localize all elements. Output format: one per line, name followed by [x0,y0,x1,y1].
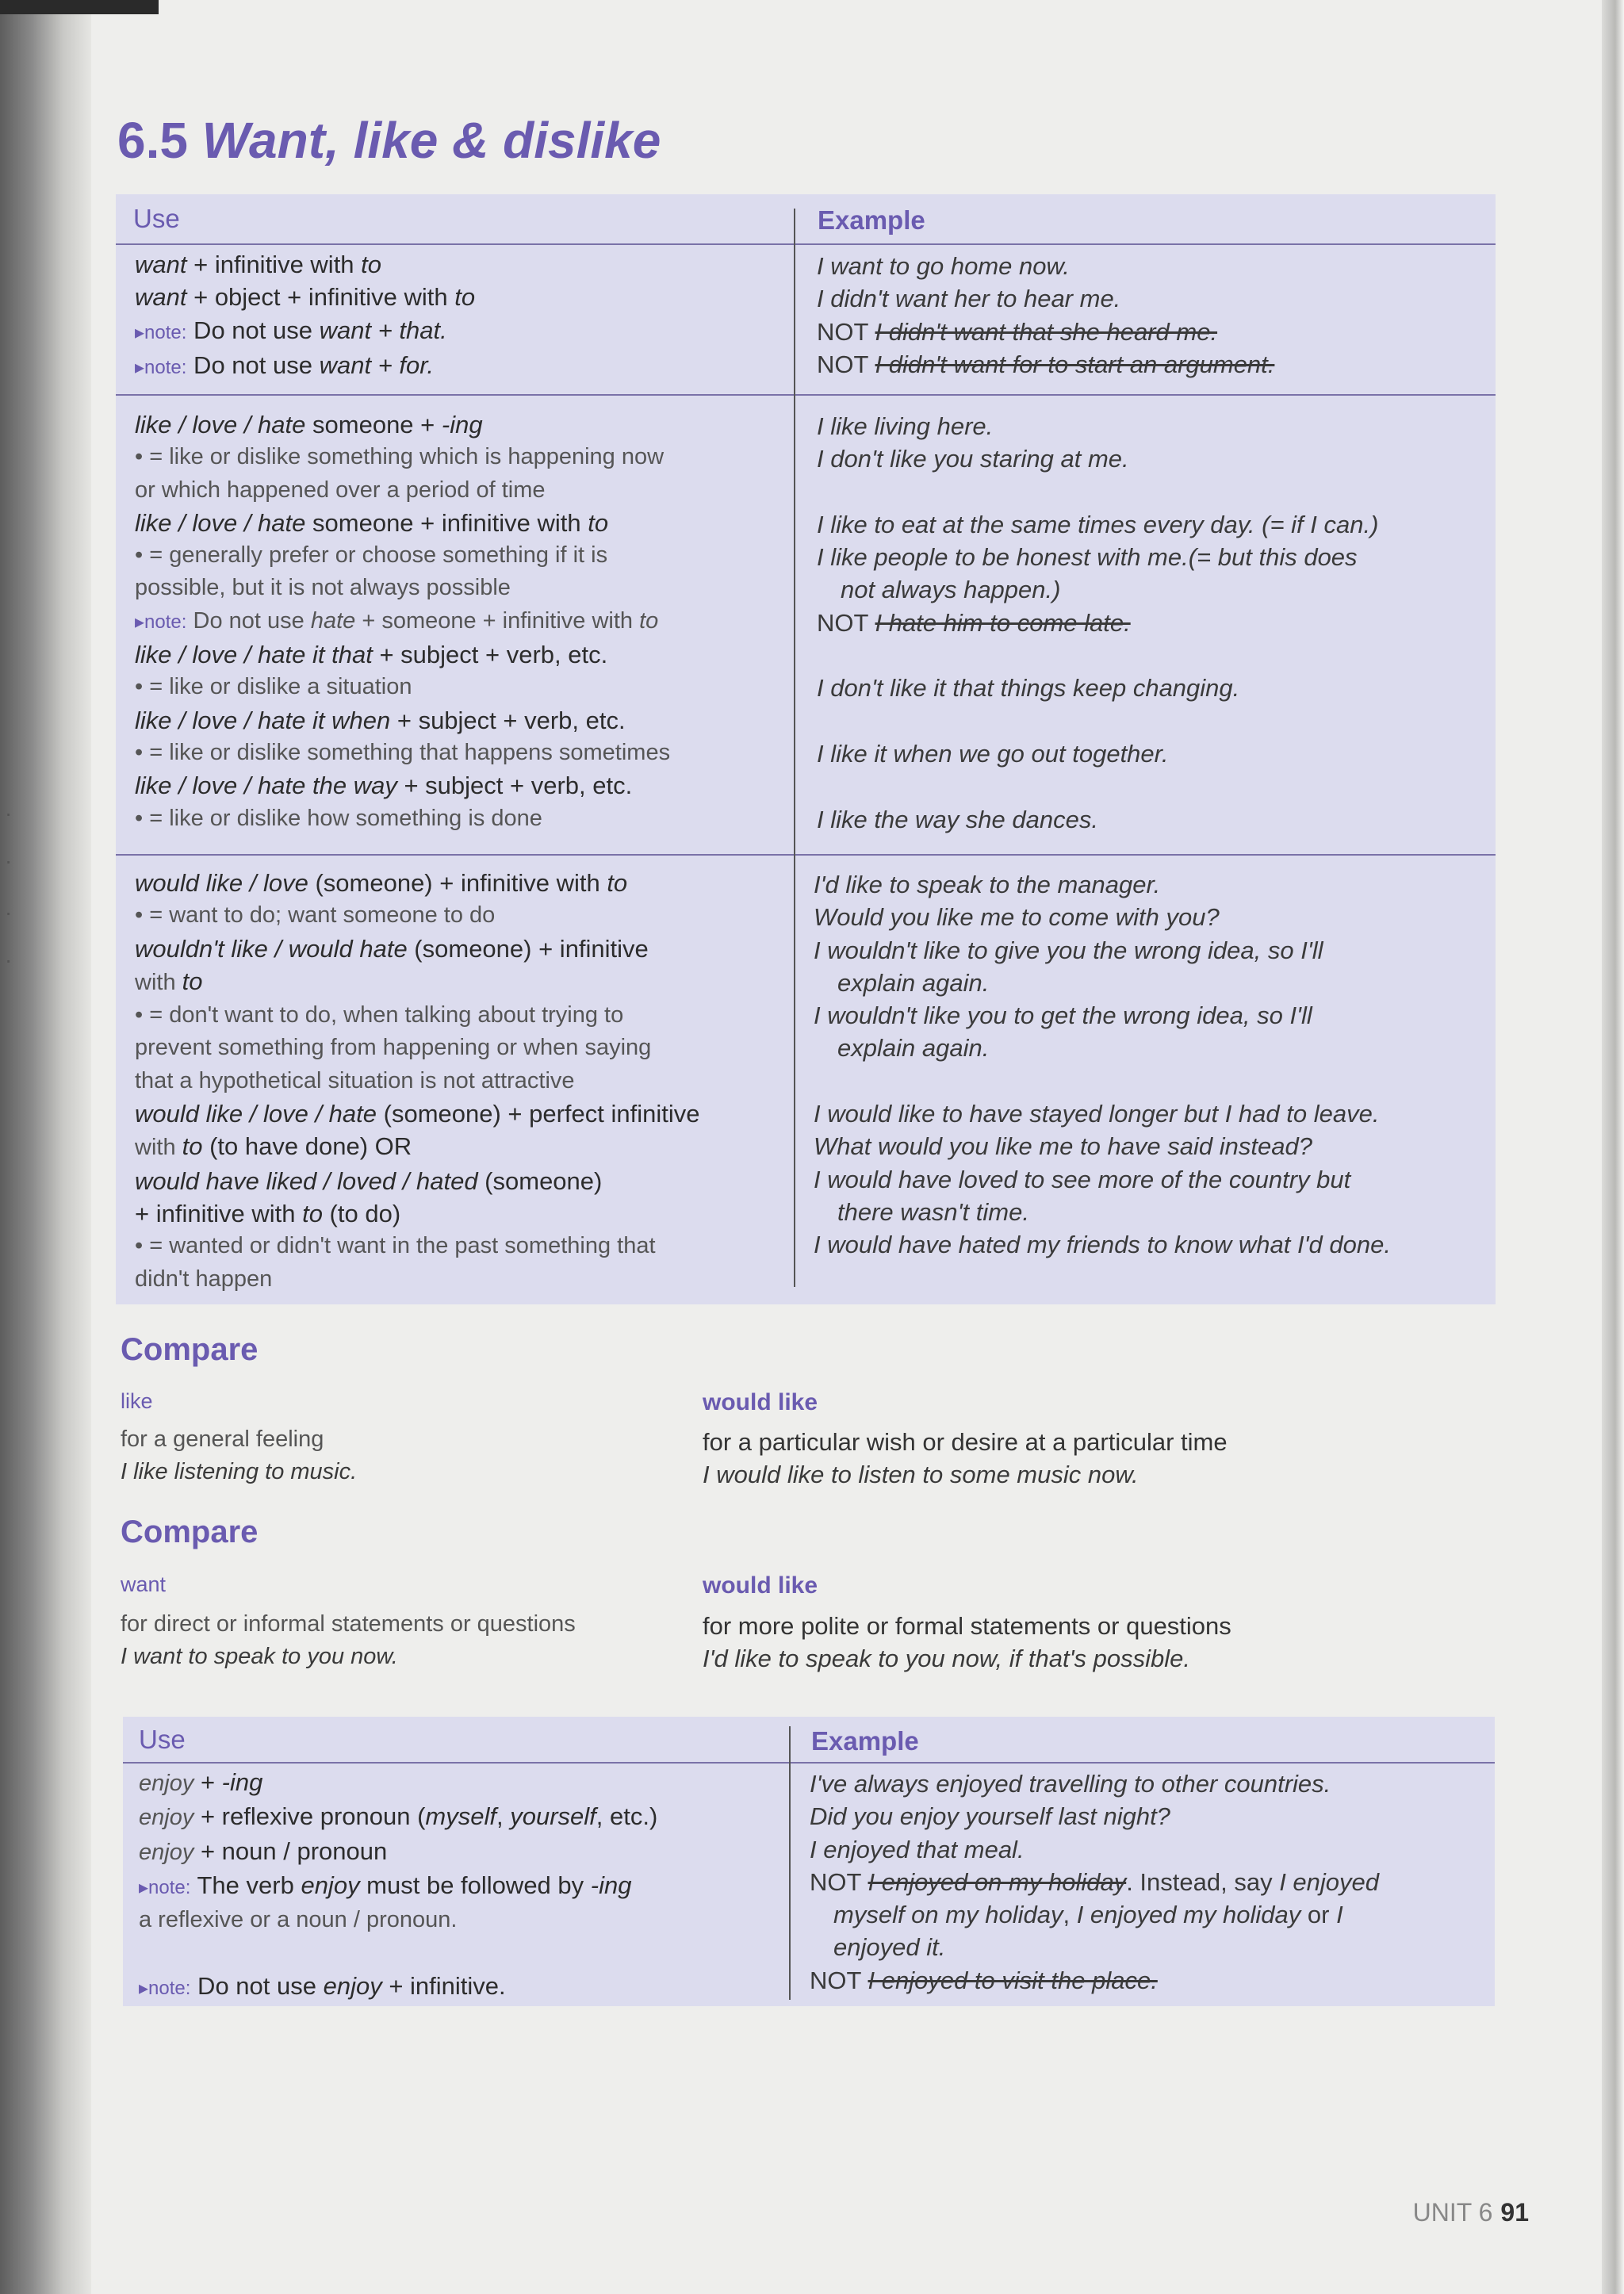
row-rule [116,854,1496,856]
compare-left-text: for direct or informal statements or questions I want to speak to you now. [121,1611,576,1669]
compare-right-text: for more polite or formal statements or questions I'd like to speak to you now, if that's possible. [703,1612,1231,1672]
margin-mark: · [5,801,13,825]
compare-heading-2: Compare [121,1515,259,1549]
example-cell-like-love-hate: I like living here. I don't like you staring at me. I like to eat at the same times every day. (= if I can.) I like people to be honest with me.(= but this does not always happen.) NOT I hate him to come late. I don't like it that things keep changing. I like it when we go out together. I like the way she dances. [817,412,1379,833]
margin-mark: · [5,848,13,873]
compare-left-label: like [121,1389,153,1413]
compare-right-text: for a particular wish or desire at a particular time I would like to listen to some music now. [703,1428,1228,1488]
use-cell-want: want + infinitive with to want + object + infinitive with to ▸note: Do not use want + that. ▸note: Do not use want + for. [135,251,476,379]
header-rule [116,243,1496,245]
unit-label: UNIT 6 [1412,2198,1493,2227]
book-spine-edge [0,0,159,14]
example-cell-would-like: I'd like to speak to the manager. Would you like me to come with you? I wouldn't like to give you the wrong idea, so I'll explain again. I wouldn't like you to get the wrong idea, so I'll explain again. I would like to have stayed longer but I had to leave. What would you like me to have said instead? I would have loved to see more of the country but there wasn't time. I would have hated my friends to know what I'd done. [814,871,1391,1259]
page-title [117,111,661,170]
page-edge [1602,0,1624,2294]
compare-heading-1: Compare [121,1332,259,1367]
column-header-example: Example [818,205,925,235]
column-header-use: Use [133,204,180,233]
example-cell-want: I want to go home now. I didn't want her to hear me. NOT I didn't want that she heard me. NOT I didn't want for to start an argument. [817,252,1275,378]
grammar-table-2 [123,1717,1495,2006]
compare-left-label: want [121,1572,167,1596]
header-rule [123,1762,1495,1764]
use-cell-would-like: would like / love (someone) + infinitive with to • = want to do; want someone to do wouldn't like / would hate (someone) + infinitive with to • = don't want to do, when talking about trying to prevent something from happening or when saying that a hypothetical situation is not attractive would like / love / hate (someone) + perfect infinitive with to (to have done) OR would have liked / loved / hated (someone) + infinitive with to (to do) • = wanted or didn't want in the past something that didn't happen [135,869,700,1292]
use-cell-like-love-hate: like / love / hate someone + -ing • = like or dislike something which is happening now or which happened over a period of time like / love / hate someone + infinitive with to • = generally prefer or choose something if it is possible, but it is not always possible ▸note: Do not use hate + someone + infinitive with to like / love / hate it that + subject + verb, etc. • = like or dislike a situation like / love / hate it when + subject + verb, etc. • = like or dislike something that happens sometimes like / love / hate the way + subject + verb, etc. • = like or dislike how something is done [135,411,671,831]
section-number: 6.5 [117,112,188,169]
example-cell-enjoy: I've always enjoyed travelling to other countries. Did you enjoy yourself last night? I enjoyed that meal. NOT I enjoyed on my holiday. Instead, say I enjoyed myself on my holiday, I enjoyed my holiday or I enjoyed it. NOT I enjoyed to visit the place. [810,1770,1380,1994]
compare-left-text: for a general feeling I like listening to music. [121,1427,358,1484]
column-header-example: Example [811,1726,919,1756]
section-title: Want, like & dislike [201,112,661,169]
grammar-table-1 [116,194,1496,1304]
margin-mark: · [5,948,13,972]
use-cell-enjoy: enjoy + -ing enjoy + reflexive pronoun (myself, yourself, etc.) enjoy + noun / pronoun ▸note: The verb enjoy must be followed by -ing a reflexive or a noun / pronoun. ▸note: Do not use enjoy + infinitive. [139,1768,658,2000]
page-number: 91 [1500,2198,1529,2227]
compare-right-label: would like [703,1389,818,1415]
page-footer [1413,2198,1529,2227]
column-header-use: Use [139,1725,186,1754]
compare-right-label: would like [703,1572,818,1599]
margin-mark: · [5,900,13,925]
row-rule [116,394,1496,396]
column-divider [794,209,795,1287]
book-gutter [0,0,91,2294]
column-divider [789,1726,791,2000]
